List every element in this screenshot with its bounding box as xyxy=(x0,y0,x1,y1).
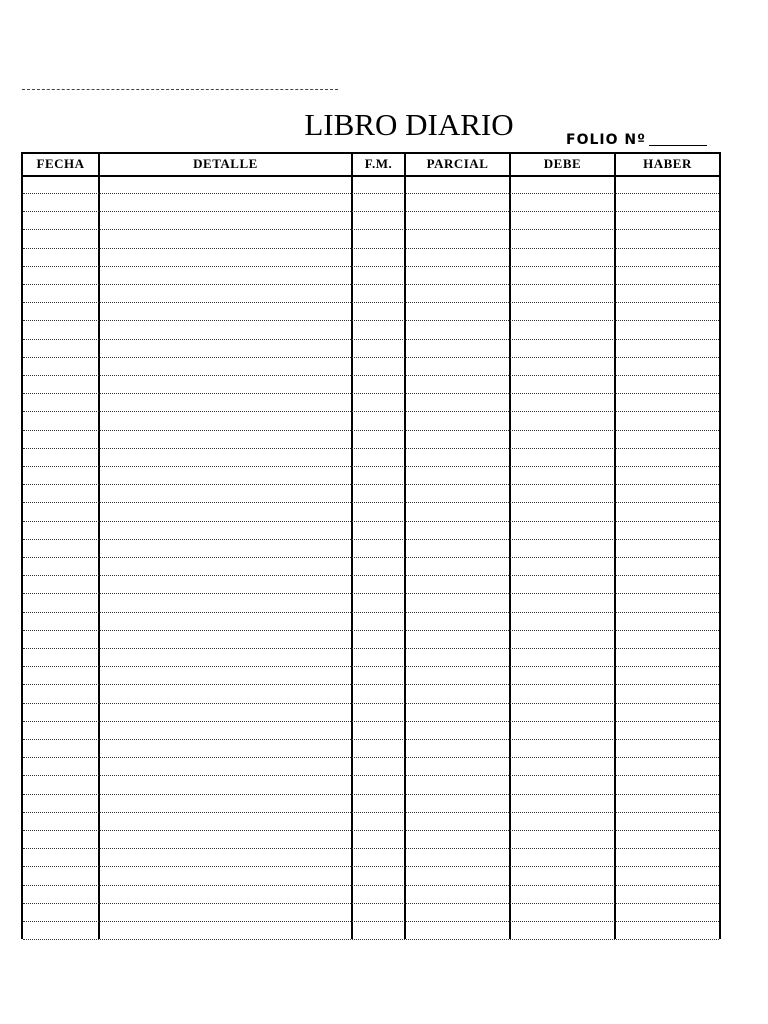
folio-blank xyxy=(649,145,707,146)
ruling-line xyxy=(23,411,719,412)
ruling-line xyxy=(23,612,719,613)
ruling-line xyxy=(23,484,719,485)
ruling-line xyxy=(23,703,719,704)
signature-line xyxy=(22,89,338,90)
ruling-line xyxy=(23,812,719,813)
ruling-line xyxy=(23,357,719,358)
ruling-line xyxy=(23,375,719,376)
ruling-line xyxy=(23,248,719,249)
ruling-line xyxy=(23,211,719,212)
ruling-line xyxy=(23,775,719,776)
ruling-line xyxy=(23,739,719,740)
column-header-detalle: DETALLE xyxy=(193,156,258,171)
ruling-line xyxy=(23,557,719,558)
ruling-line xyxy=(23,302,719,303)
journal-table xyxy=(21,152,721,939)
ruling-line xyxy=(23,193,719,194)
ruling-line xyxy=(23,539,719,540)
ruling-line xyxy=(23,794,719,795)
folio-label: FOLIO Nº xyxy=(566,132,646,148)
ruling-line xyxy=(23,939,719,940)
ruling-line xyxy=(23,721,719,722)
ruling-line xyxy=(23,521,719,522)
ruling-line xyxy=(23,448,719,449)
ruling-line xyxy=(23,830,719,831)
ruling-line xyxy=(23,339,719,340)
page-title: LIBRO DIARIO xyxy=(304,107,514,142)
folio-number xyxy=(566,132,707,148)
ruling-line xyxy=(23,575,719,576)
ruling-line xyxy=(23,866,719,867)
ruling-line xyxy=(23,393,719,394)
ruling-line xyxy=(23,430,719,431)
ruling-line xyxy=(23,229,719,230)
entry-rows xyxy=(23,177,719,939)
ruling-line xyxy=(23,266,719,267)
ruling-line xyxy=(23,648,719,649)
ruling-line xyxy=(23,885,719,886)
ruling-line xyxy=(23,757,719,758)
ruling-line xyxy=(23,921,719,922)
ruling-line xyxy=(23,848,719,849)
ruling-line xyxy=(23,903,719,904)
column-header-debe: DEBE xyxy=(543,156,582,171)
column-header-fm: F.M. xyxy=(364,156,393,171)
ruling-line xyxy=(23,630,719,631)
ruling-line xyxy=(23,593,719,594)
ruling-line xyxy=(23,684,719,685)
ruling-line xyxy=(23,502,719,503)
column-header-haber: HABER xyxy=(643,156,692,171)
column-header-fecha: FECHA xyxy=(36,156,85,171)
ruling-line xyxy=(23,284,719,285)
ruling-line xyxy=(23,466,719,467)
ruling-line xyxy=(23,666,719,667)
ruling-line xyxy=(23,320,719,321)
column-header-parcial: PARCIAL xyxy=(426,156,489,171)
